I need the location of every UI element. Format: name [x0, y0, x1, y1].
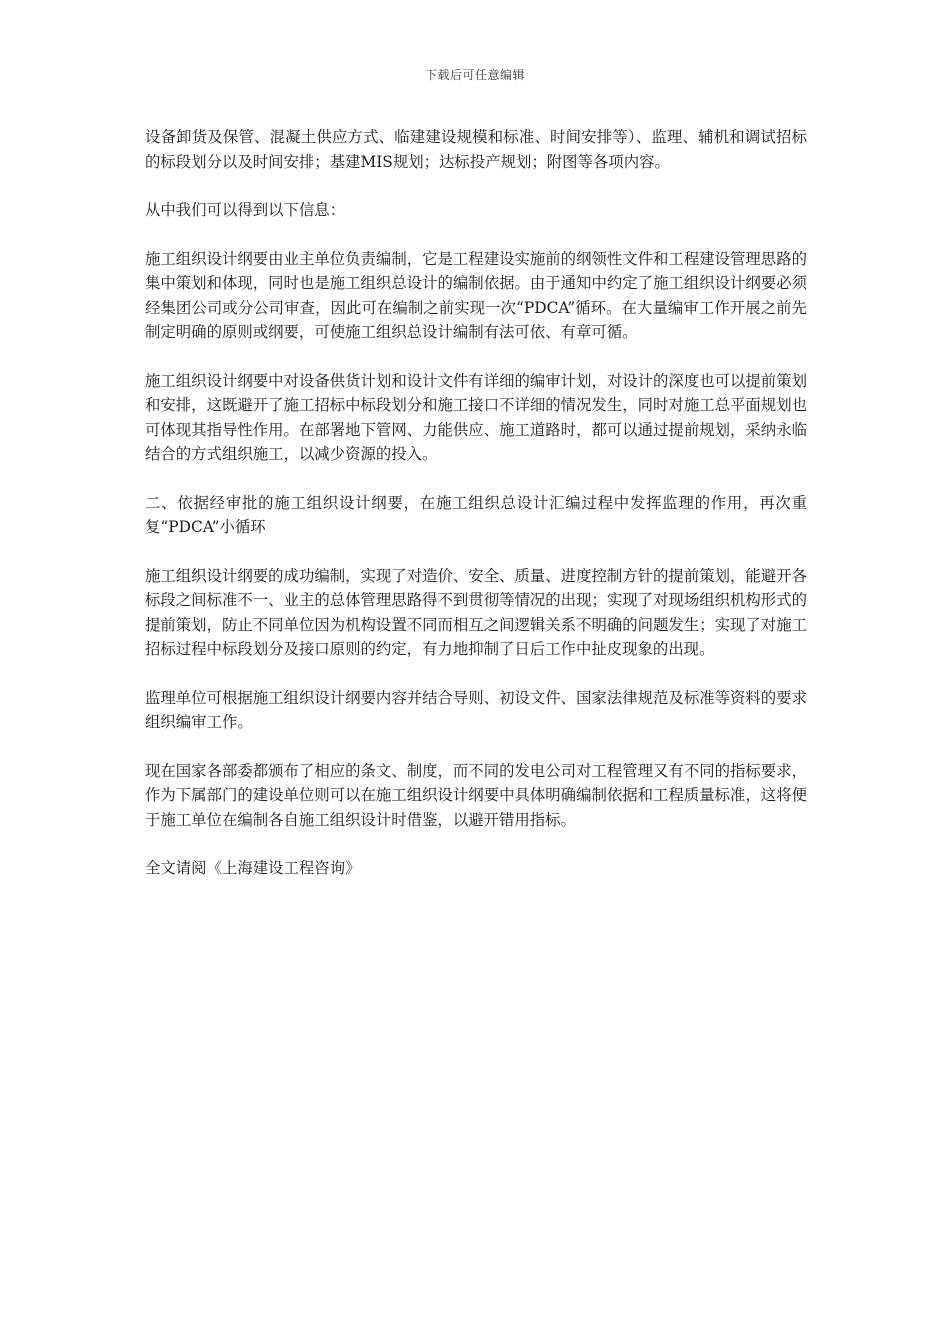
paragraph-outline-success: 施工组织设计纲要的成功编制，实现了对造价、安全、质量、进度控制方针的提前策划，能避开各标段之间标准不一、业主的总体管理思路得不到贯彻等情况的出现；实现了对现场组织机构形式的提前策划，防止不同单位因为机构设置不同而相互之间逻辑关系不明确的问题发生；实现了对施工招标过程中标段划分及接口原则的约定，有力地抑制了日后工作中扯皮现象的出现。	[145, 566, 807, 658]
page-header: 下载后可任意编辑	[424, 68, 525, 82]
paragraph-outline-role: 施工组织设计纲要由业主单位负责编制，它是工程建设实施前的纲领性文件和工程建设管理思路的集中策划和体现，同时也是施工组织总设计的编制依据。由于通知中约定了施工组织设计纲要必须经集团公司或分公司审查，因此可在编制之前实现一次“PDCA”循环。在大量编审工作开展之前先制定明确的原则或纲要，可使施工组织总设计编制有法可依、有章可循。	[145, 249, 807, 341]
paragraph-standards: 现在国家各部委都颁布了相应的条文、制度，而不同的发电公司对工程管理又有不同的指标要求，作为下属部门的建设单位则可以在施工组织设计纲要中具体明确编制依据和工程质量标准，这将便于施工单位在编制各自施工组织设计时借鉴，以避开错用指标。	[145, 761, 807, 829]
paragraph-supervision-review: 监理单位可根据施工组织设计纲要内容并结合导则、初设文件、国家法律规范及标准等资料的要求组织编审工作。	[145, 688, 807, 731]
paragraph-planning-benefits: 施工组织设计纲要中对设备供货计划和设计文件有详细的编审计划，对设计的深度也可以提前策划和安排，这既避开了施工招标中标段划分和施工接口不详细的情况发生，同时对施工总平面规划也可体现其指导性作用。在部署地下管网、力能供应、施工道路时，都可以通过提前规划，采纳永临结合的方式组织施工，以减少资源的投入。	[145, 371, 807, 463]
full-text-reference: 全文请阅《上海建设工程咨询》	[145, 859, 361, 877]
paragraph-intro: 从中我们可以得到以下信息：	[145, 201, 346, 219]
paragraph-continuation: 设备卸货及保管、混凝土供应方式、临建建设规模和标准、时间安排等）、监理、辅机和调试招标的标段划分以及时间安排；基建MIS规划；达标投产规划；附图等各项内容。	[145, 128, 807, 171]
document-body	[145, 125, 807, 881]
section-heading-two: 二、依据经审批的施工组织设计纲要，在施工组织总设计汇编过程中发挥监理的作用，再次重复“PDCA”小循环	[145, 493, 807, 536]
